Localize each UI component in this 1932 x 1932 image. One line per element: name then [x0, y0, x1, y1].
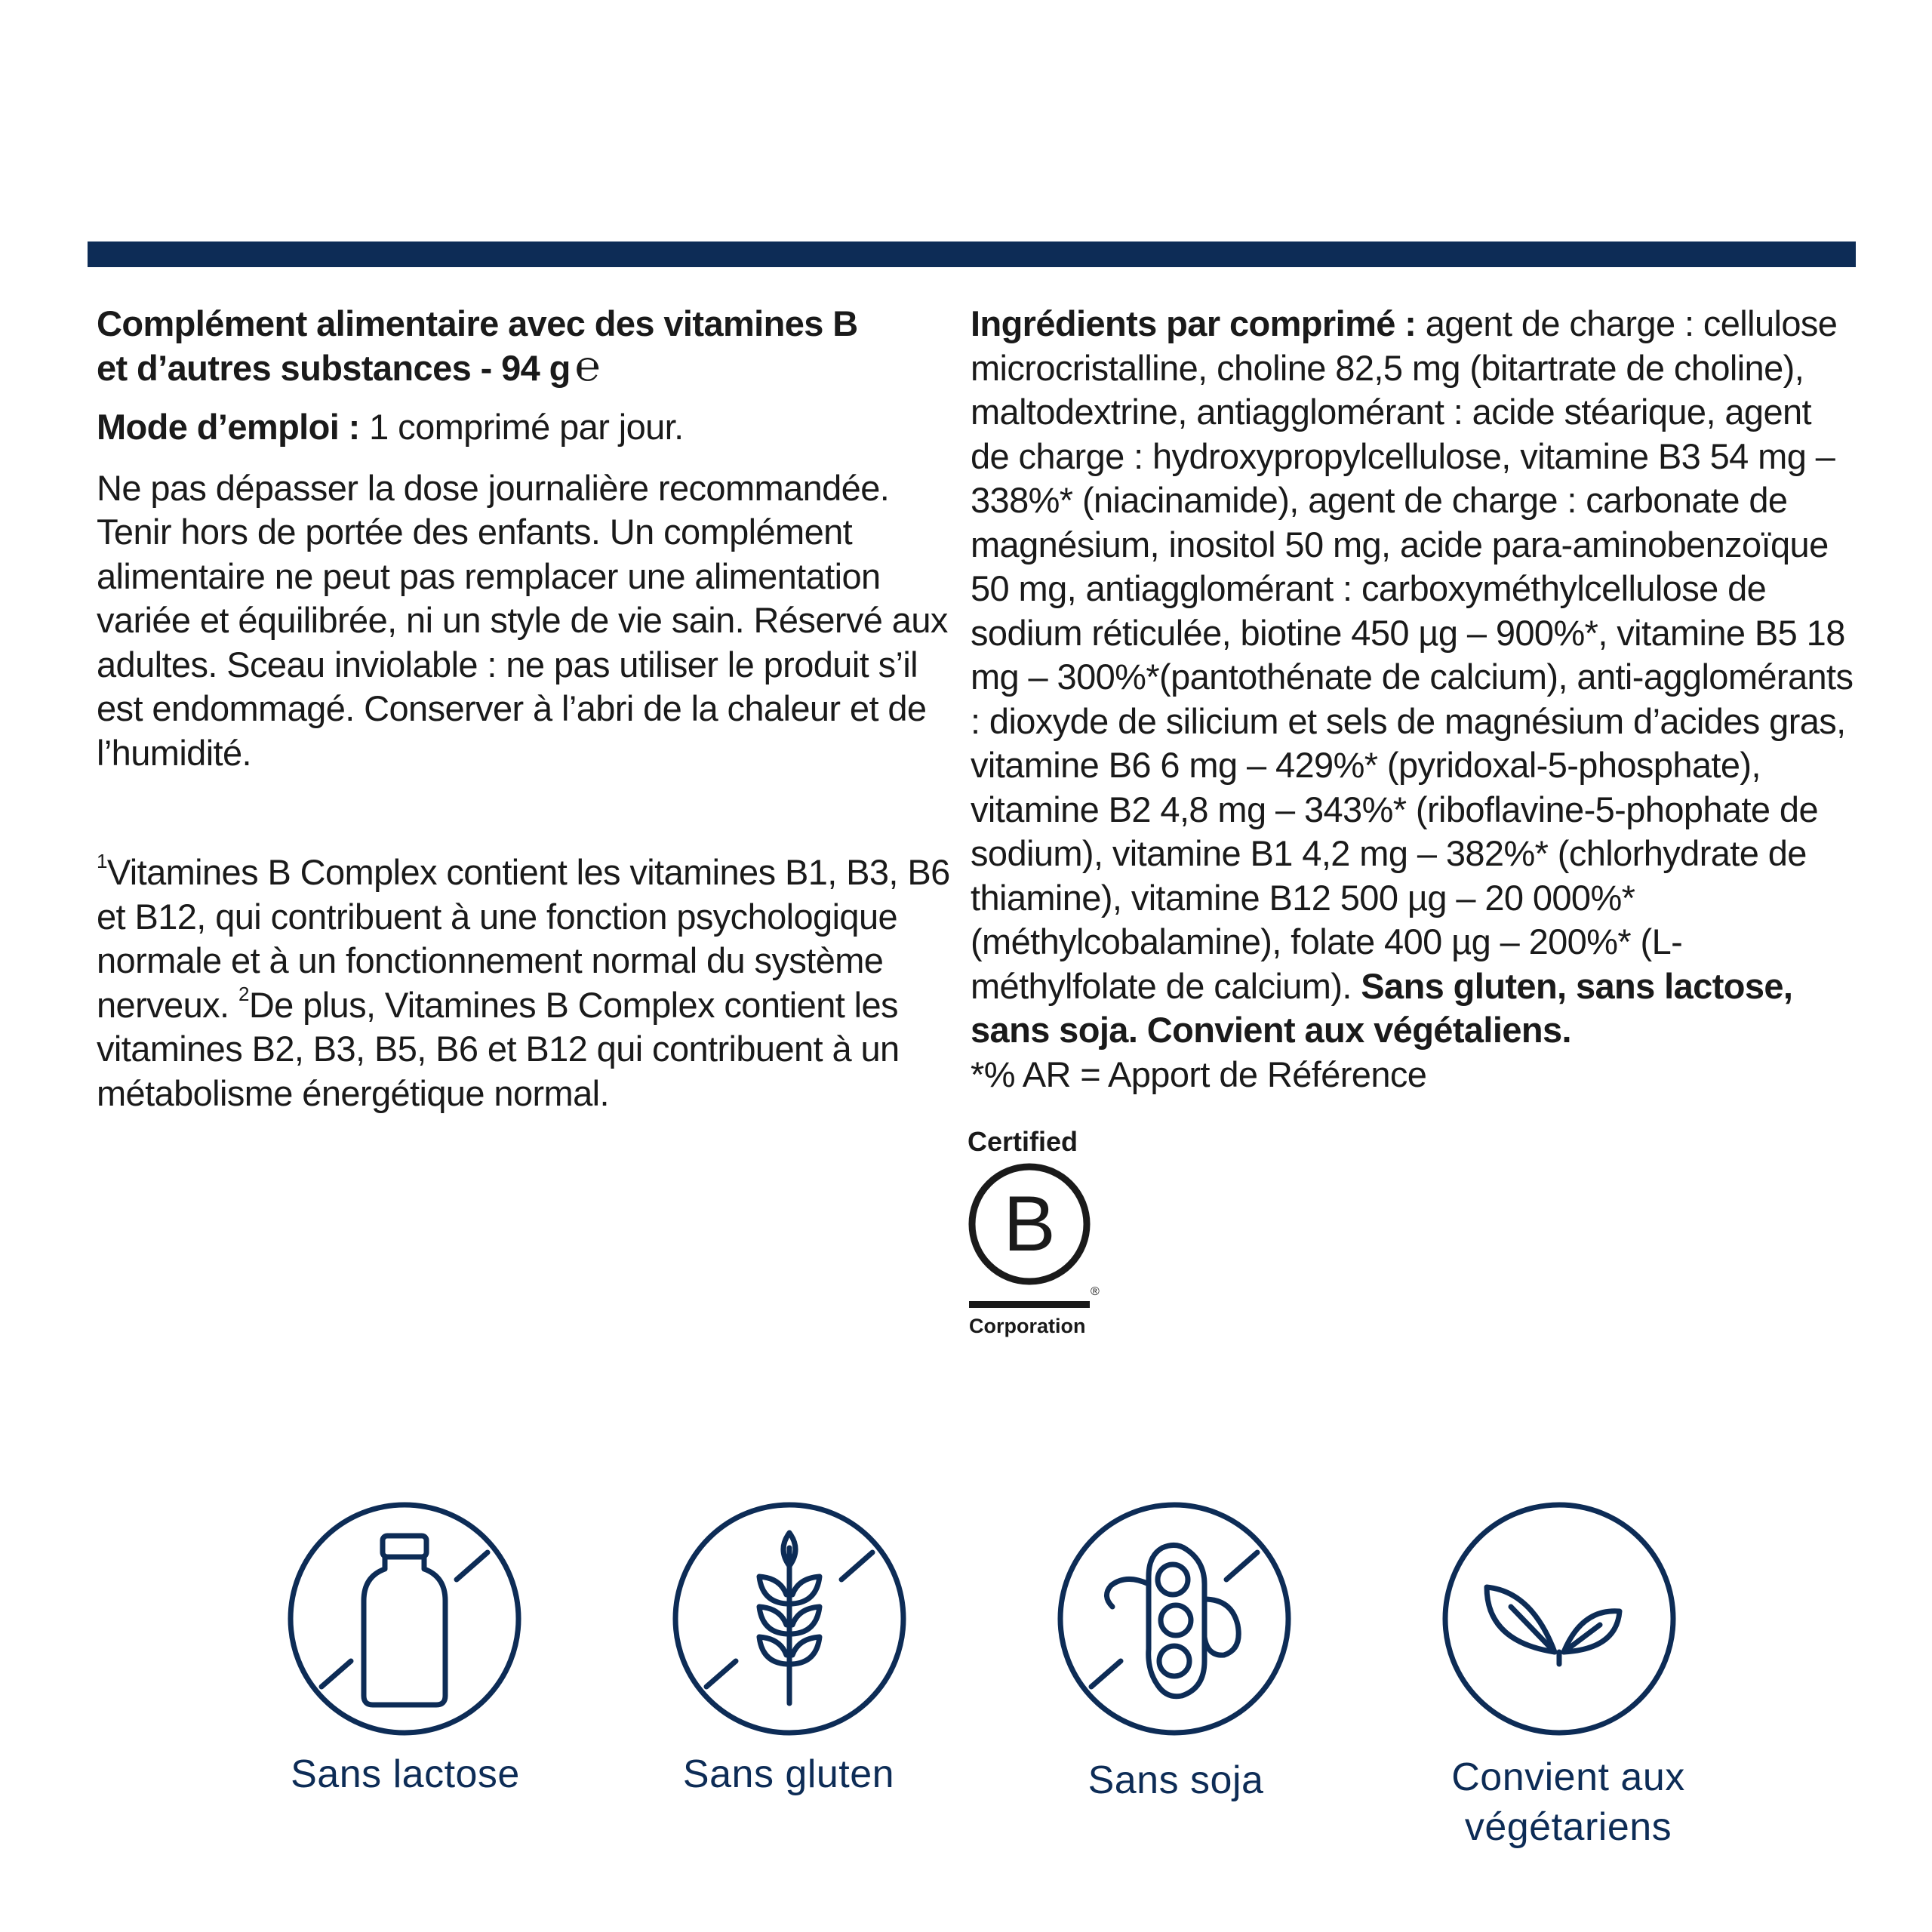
warning-text: Ne pas dépasser la dose journalière recommandée. Tenir hors de portée des enfants. Un complément alimentaire ne peut pas remplacer une alimentation variée et équilibrée, ni un style de vie sain. Réservé aux adultes. Sceau inviolable : ne pas utiliser le produit s’il est endommagé. Conserver à l’abri de la chaleur et de l’humidité.: [97, 467, 948, 773]
soy-icon: [1106, 1545, 1238, 1696]
badge-label-gluten: Sans gluten: [682, 1752, 895, 1796]
health-claims: $^1$Vitamines B Complex contient les vitamines B1, B3, B6 et B12, qui contribuent à une fonction psychologique normale et à un fonctionnement normal du système nerveux. $^2$De plus, Vitamines B Complex contient les vitamines B2, B3, B5, B6 et B12 qui contribuent à un métabolisme énergétique normal.: [97, 850, 950, 1113]
usage-instructions: Mode d’emploi : 1 comprimé par jour.: [97, 407, 684, 447]
leaves-icon: [1487, 1587, 1620, 1664]
no-soy-badge: [1057, 1501, 1292, 1737]
badge-label-vegetarian: Convient aux végétariens: [1451, 1755, 1685, 1849]
svg-text:®: ®: [1091, 1285, 1100, 1298]
e-mark-icon: ℮: [574, 341, 600, 391]
svg-text:B: B: [1003, 1180, 1056, 1268]
no-lactose-badge: [287, 1501, 522, 1737]
free-from-statement: Sans gluten, sans lactose, sans soja. Convient aux végétaliens.: [971, 965, 1793, 1050]
product-title: Complément alimentaire avec des vitamines B et d’autres substances - 94 g ℮: [97, 303, 858, 391]
wheat-icon: [759, 1533, 820, 1703]
right-column: [971, 302, 1854, 1097]
reference-note: *% AR = Apport de Référence: [971, 1054, 1427, 1094]
badge-label-soy: Sans soja: [1088, 1758, 1264, 1802]
ingredients-list: Ingrédients par comprimé : agent de charge : cellulose microcristalline, choline 82,5 mg (bitartrate de choline), maltodextrine, antiagglomérant : acide stéarique, agent de charge : hydroxypropylcellulose, vitamine B3 54 mg – 338%* (niacinamide), agent de charge : carbonate de magnésium, inositol 50 mg, acide para-aminobenzoïque 50 mg, antiagglomérant : carboxyméthylcellulose de sodium réticulée, biotine 450 µg – 900%*, vitamine B5 18 mg – 300%*(pantothénate de calcium), anti-agglomérants : dioxyde de silicium et sels de magnésium d’acides gras, vitamine B6 6 mg – 429%* (pyridoxal-5-phosphate), vitamine B2 4,8 mg – 343%* (riboflavine-5-phophate de sodium), vitamine B1 4,2 mg – 382%* (chlorhydrate de thiamine), vitamine B12 500 µg – 20 000%* (méthylcobalamine), folate 400 µg – 200%* (L-méthylfolate de calcium). Sans gluten, sans lactose, sans soja. Convient aux végétaliens. *% AR = Apport de Référence: [971, 303, 1854, 1094]
left-column: [97, 302, 957, 1115]
header-bar: [88, 242, 1856, 267]
badge-label-lactose: Sans lactose: [291, 1752, 520, 1796]
b-corp-emblem-icon: [968, 1162, 1111, 1313]
vegetarian-badge: [1441, 1501, 1677, 1737]
bottle-icon: [364, 1536, 445, 1705]
b-corp-logo: Certified B ® Corporation: [968, 1126, 1111, 1345]
no-gluten-badge: [672, 1501, 907, 1737]
